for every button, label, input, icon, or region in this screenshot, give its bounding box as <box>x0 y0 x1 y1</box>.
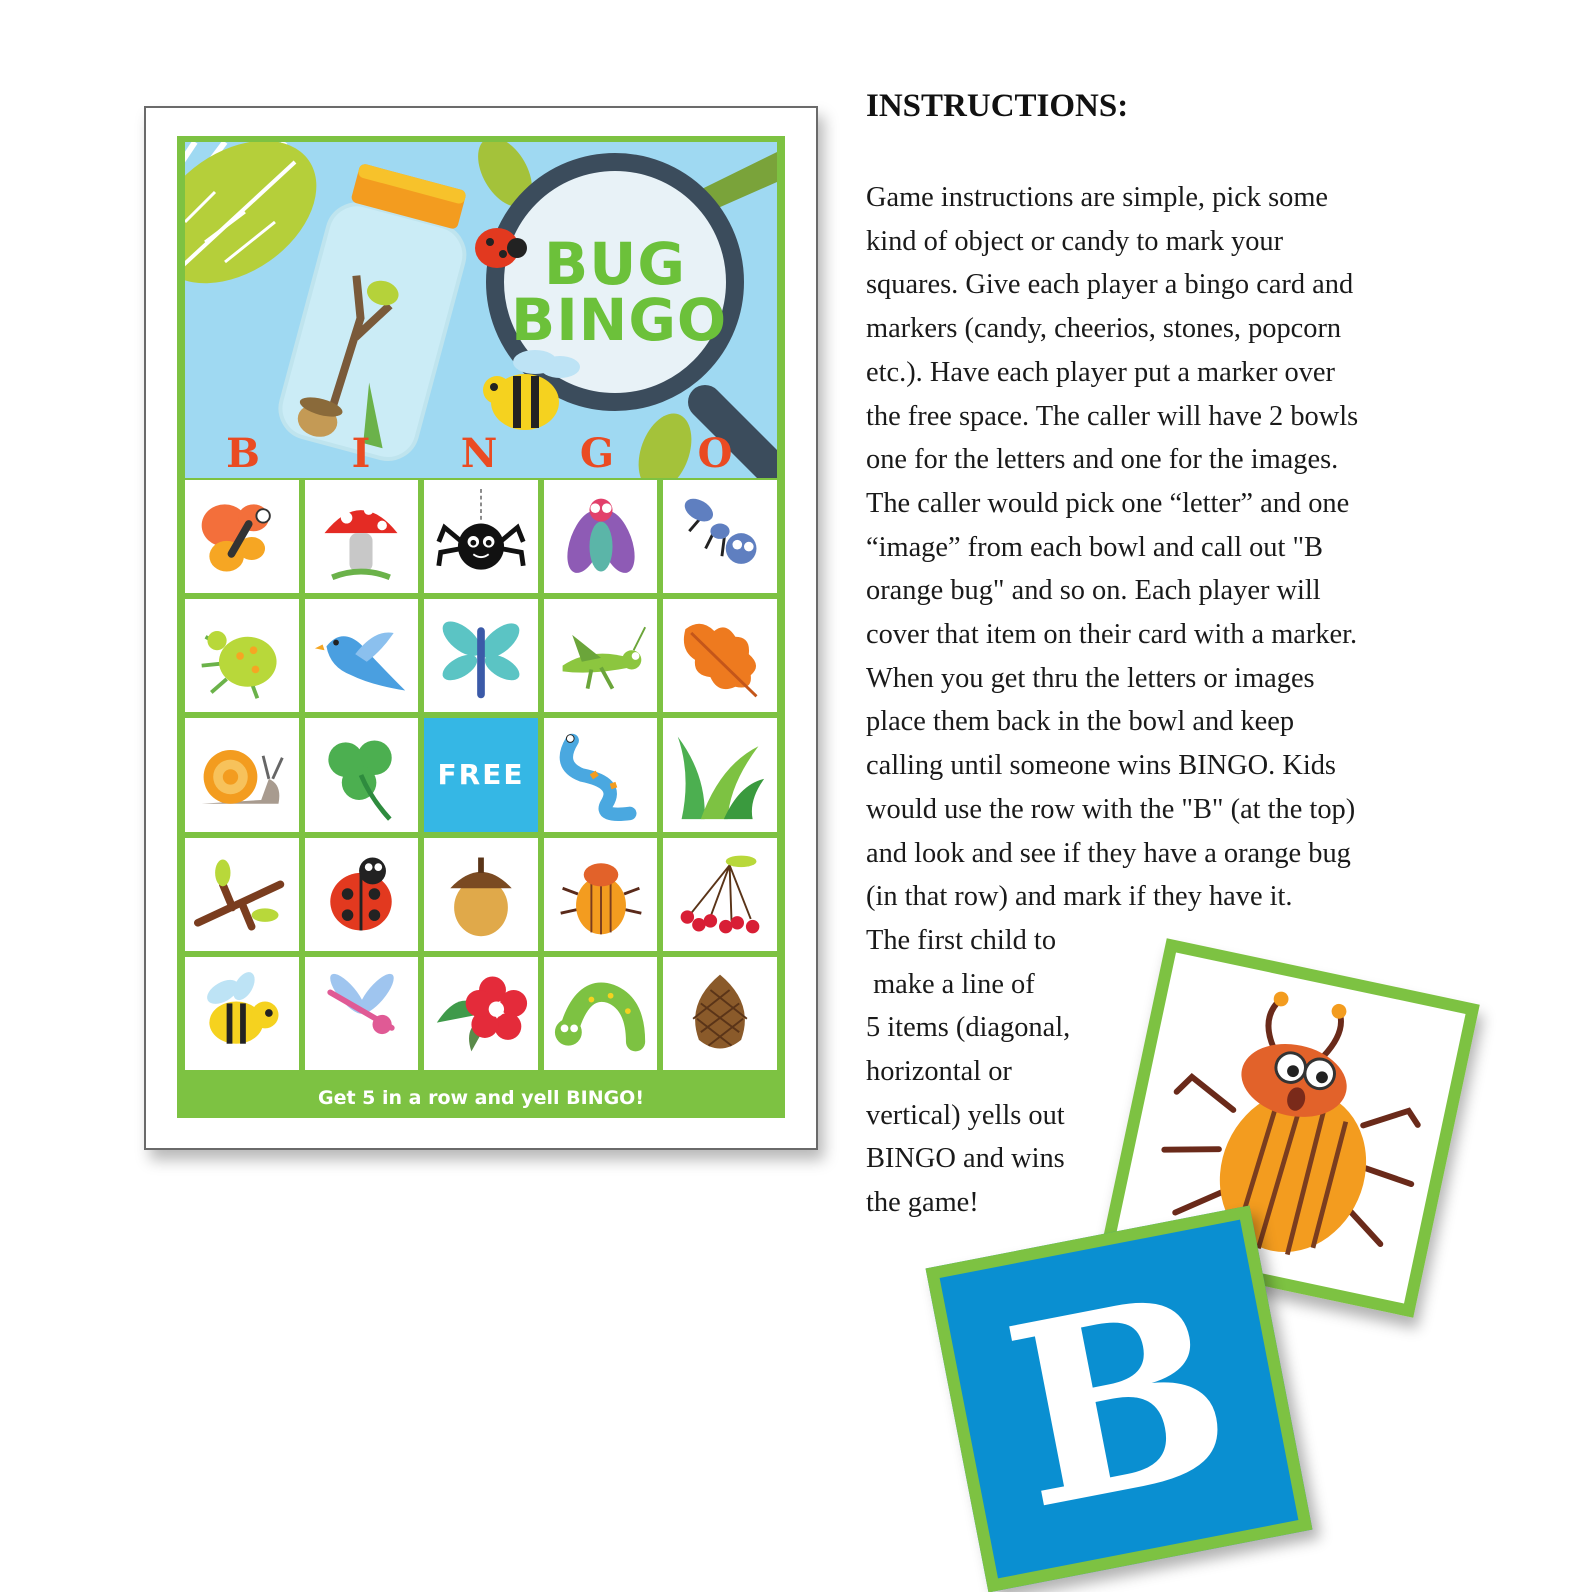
letter-card-letter: B <box>987 1236 1252 1566</box>
instructions-line: 5 items (diagonal, <box>866 1012 1071 1044</box>
instructions-line: horizontal or <box>866 1056 1012 1088</box>
instructions-line: The first child to <box>866 924 1057 956</box>
pinecone-icon <box>672 965 768 1061</box>
free-space[interactable] <box>424 718 538 831</box>
card-title-bingo: BINGO <box>511 286 728 354</box>
orange-beetle-icon <box>553 846 649 942</box>
card-header-illustration <box>185 142 777 478</box>
instructions-line: etc.). Have each player put a marker over <box>866 356 1335 388</box>
bingo-square[interactable] <box>663 599 777 712</box>
bingo-square[interactable] <box>305 838 419 951</box>
bingo-letter-g: G <box>579 430 615 477</box>
card-title-bug: BUG <box>544 230 686 298</box>
instructions-line: cover that item on their card with a marker. <box>866 619 1358 651</box>
bingo-square[interactable] <box>424 838 538 951</box>
bingo-square[interactable] <box>185 480 299 593</box>
instructions-line: (in that row) and mark if they have it. <box>866 881 1293 913</box>
instructions-line: BINGO and wins <box>866 1143 1065 1175</box>
clover-icon <box>313 727 409 823</box>
instructions-line: calling until someone wins BINGO. Kids <box>866 750 1336 782</box>
bingo-square[interactable] <box>185 838 299 951</box>
twig-icon <box>194 846 290 942</box>
instructions-line: The caller would pick one “letter” and one <box>866 487 1350 519</box>
bingo-square[interactable] <box>544 599 658 712</box>
bingo-card-inner <box>177 136 785 1118</box>
dragonfly-pink-icon <box>313 965 409 1061</box>
snail-icon <box>194 727 290 823</box>
acorn-icon <box>433 846 529 942</box>
bingo-square[interactable] <box>663 838 777 951</box>
bingo-letter-o: O <box>697 430 733 477</box>
bee-icon <box>194 965 290 1061</box>
instructions-line: vertical) yells out <box>866 1099 1065 1131</box>
flower-icon <box>433 965 529 1061</box>
letter-calling-card[interactable] <box>926 1206 1313 1592</box>
bingo-square[interactable] <box>424 957 538 1070</box>
bird-icon <box>313 608 409 704</box>
bingo-square[interactable] <box>305 599 419 712</box>
grass-icon <box>672 727 768 823</box>
bingo-letter-i: I <box>351 430 371 477</box>
bingo-square[interactable] <box>305 718 419 831</box>
instructions-line: the game! <box>866 1187 979 1219</box>
bingo-square[interactable] <box>424 480 538 593</box>
instructions-line: the free space. The caller will have 2 bowls <box>866 400 1359 432</box>
bingo-square[interactable] <box>305 480 419 593</box>
worm-icon <box>553 727 649 823</box>
ladybug-icon <box>313 846 409 942</box>
spider-icon <box>433 489 529 585</box>
bingo-letter-b: B <box>226 430 260 477</box>
instructions-line: orange bug" and so on. Each player will <box>866 575 1321 607</box>
bingo-square[interactable] <box>544 838 658 951</box>
free-space-label: FREE <box>437 758 525 792</box>
mushroom-icon <box>313 489 409 585</box>
instructions-title: INSTRUCTIONS: <box>866 88 1129 124</box>
instructions-line: would use the row with the "B" (at the top) <box>866 793 1356 825</box>
instructions-line: “image” from each bowl and call out "B <box>866 531 1323 563</box>
caterpillar-icon <box>553 965 649 1061</box>
instructions-line: Game instructions are simple, pick some <box>866 182 1329 213</box>
bingo-card <box>144 106 818 1150</box>
instructions-line: markers (candy, cheerios, stones, popcorn <box>866 313 1342 345</box>
bingo-square[interactable] <box>663 480 777 593</box>
instructions-line: squares. Give each player a bingo card and <box>866 269 1354 301</box>
oak-leaf-icon <box>672 608 768 704</box>
bingo-grid <box>185 480 777 1070</box>
bingo-square[interactable] <box>305 957 419 1070</box>
bingo-square[interactable] <box>663 718 777 831</box>
instructions-line: make a line of <box>866 968 1035 1000</box>
instructions-line: kind of object or candy to mark your <box>866 225 1284 257</box>
instructions-line: and look and see if they have a orange bug <box>866 837 1351 869</box>
bingo-square[interactable] <box>663 957 777 1070</box>
bingo-square[interactable] <box>185 957 299 1070</box>
bingo-letter-row <box>185 430 777 478</box>
bingo-square[interactable] <box>185 599 299 712</box>
bingo-square[interactable] <box>544 480 658 593</box>
fly-icon <box>553 489 649 585</box>
card-footer-text: Get 5 in a row and yell BINGO! <box>317 1087 645 1109</box>
instructions-line: place them back in the bowl and keep <box>866 706 1295 738</box>
butterfly-icon <box>194 489 290 585</box>
instructions-line: one for the letters and one for the images. <box>866 444 1339 476</box>
berries-icon <box>672 846 768 942</box>
bingo-square[interactable] <box>544 957 658 1070</box>
grasshopper-icon <box>553 608 649 704</box>
green-bug-icon <box>194 608 290 704</box>
bingo-letter-n: N <box>460 430 498 477</box>
bingo-square[interactable] <box>424 599 538 712</box>
instructions-line: When you get thru the letters or images <box>866 662 1315 694</box>
bingo-square[interactable] <box>544 718 658 831</box>
ant-icon <box>672 489 768 585</box>
bingo-square[interactable] <box>185 718 299 831</box>
dragonfly-icon <box>433 608 529 704</box>
